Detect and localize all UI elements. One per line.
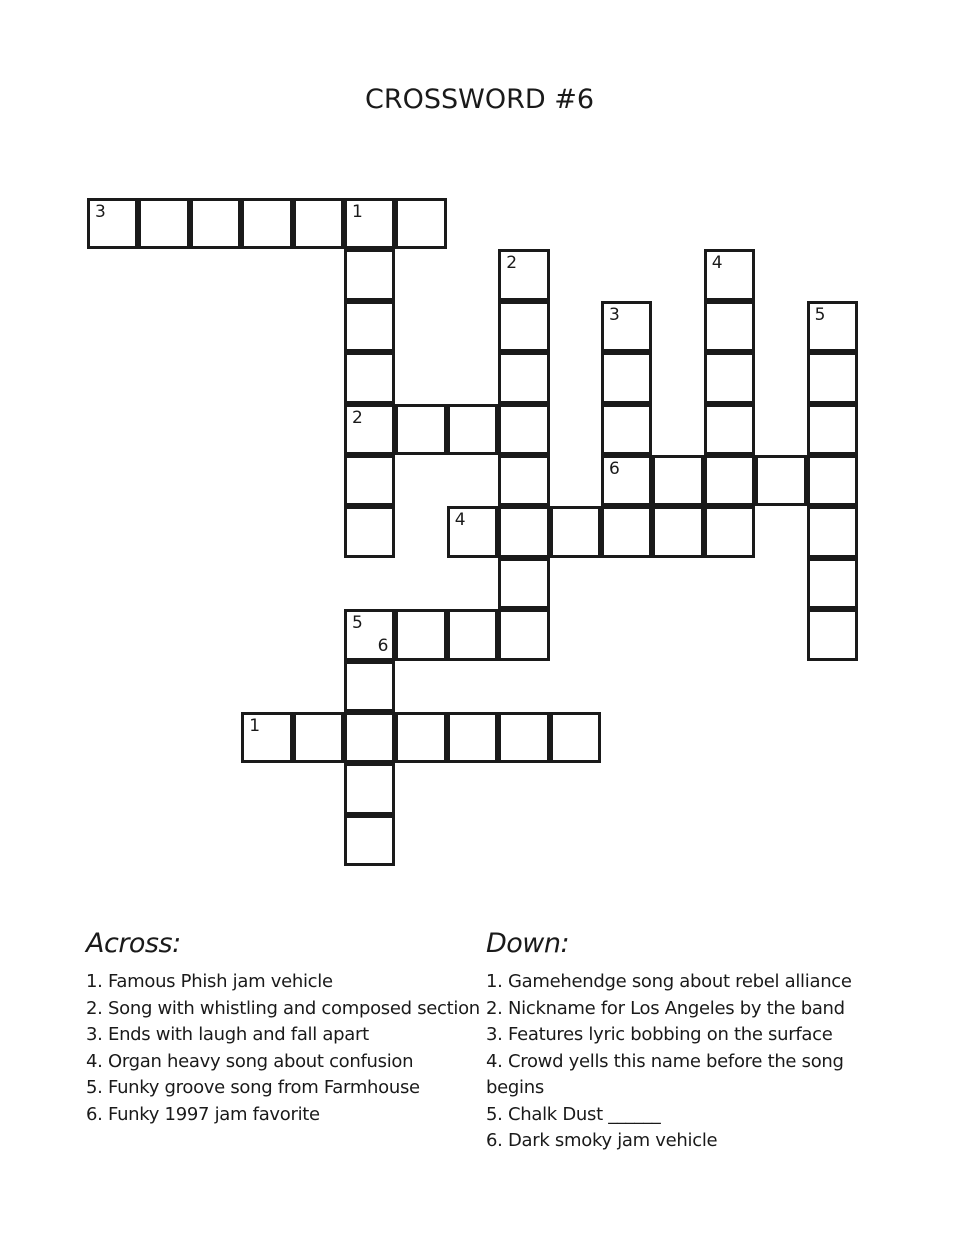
grid-cell[interactable] [395, 404, 446, 455]
grid-cell[interactable] [87, 198, 138, 249]
grid-cell[interactable] [704, 249, 755, 300]
grid-cell[interactable] [241, 712, 292, 763]
grid-cell[interactable] [293, 198, 344, 249]
grid-cell[interactable] [498, 301, 549, 352]
across-clue: 6. Funky 1997 jam favorite [86, 1103, 320, 1125]
grid-cell[interactable] [344, 301, 395, 352]
grid-cell[interactable] [498, 404, 549, 455]
clue-number: 1 [249, 716, 261, 736]
across-heading: Across: [86, 928, 181, 959]
grid-cell[interactable] [498, 558, 549, 609]
down-clue: 1. Gamehendge song about rebel alliance [486, 971, 852, 992]
grid-cell[interactable] [190, 198, 241, 249]
down-clues [486, 928, 866, 1155]
down-clue: 4. Crowd yells this name before the song begins [486, 1050, 844, 1098]
grid-cell[interactable] [344, 815, 395, 866]
grid-cell[interactable] [241, 198, 292, 249]
down-clue: 5. Chalk Dust ______ [486, 1103, 661, 1125]
grid-cell[interactable] [550, 712, 601, 763]
grid-cell[interactable] [550, 506, 601, 557]
grid-cell[interactable] [344, 404, 395, 455]
grid-cell[interactable] [807, 506, 858, 557]
grid-cell[interactable] [704, 301, 755, 352]
grid-cell[interactable] [704, 352, 755, 403]
grid-cell[interactable] [395, 198, 446, 249]
grid-cell[interactable] [344, 763, 395, 814]
grid-cell[interactable] [498, 352, 549, 403]
grid-cell[interactable] [344, 352, 395, 403]
grid-cell[interactable] [704, 404, 755, 455]
grid-cell[interactable] [704, 455, 755, 506]
clue-number: 4 [454, 510, 466, 531]
grid-cell[interactable] [447, 609, 498, 660]
grid-cell[interactable] [652, 455, 703, 506]
grid-cell[interactable] [807, 352, 858, 403]
clue-number: 6 [609, 459, 620, 479]
clue-number: 5 [352, 613, 363, 634]
clue-number: 5 [814, 304, 826, 325]
clue-number: 1 [352, 202, 363, 222]
across-clue: 1. Famous Phish jam vehicle [86, 971, 333, 992]
down-clue: 6. Dark smoky jam vehicle [486, 1130, 718, 1151]
grid-cell[interactable] [807, 609, 858, 660]
across-clues [86, 928, 486, 1128]
grid-cell[interactable] [807, 301, 858, 352]
clue-number: 3 [95, 202, 106, 222]
clue-number: 2 [352, 407, 363, 428]
grid-cell[interactable] [807, 455, 858, 506]
down-clue: 3. Features lyric bobbing on the surface [486, 1024, 833, 1045]
grid-cell[interactable] [704, 506, 755, 557]
grid-cell[interactable] [138, 198, 189, 249]
grid-cell[interactable] [498, 609, 549, 660]
grid-cell[interactable] [601, 455, 652, 506]
clue-number: 4 [711, 253, 723, 274]
grid-cell[interactable] [447, 506, 498, 557]
grid-cell[interactable] [395, 712, 446, 763]
grid-cell[interactable] [807, 558, 858, 609]
grid-cell[interactable] [344, 661, 395, 712]
grid-cell[interactable] [447, 404, 498, 455]
grid-cell[interactable] [498, 455, 549, 506]
grid-cell[interactable] [344, 506, 395, 557]
grid-cell[interactable] [498, 506, 549, 557]
grid-cell[interactable] [498, 249, 549, 300]
clue-number: 2 [506, 253, 518, 274]
across-clue: 5. Funky groove song from Farmhouse [86, 1077, 420, 1098]
grid-cell[interactable] [395, 609, 446, 660]
across-clue: 4. Organ heavy song about confusion [86, 1050, 414, 1072]
grid-cell[interactable] [601, 404, 652, 455]
down-heading: Down: [486, 928, 570, 959]
grid-cell[interactable] [447, 712, 498, 763]
across-clue: 2. Song with whistling and composed section [86, 997, 480, 1019]
across-clue: 3. Ends with laugh and fall apart [86, 1024, 369, 1045]
grid-cell[interactable] [652, 506, 703, 557]
clue-number: 3 [609, 304, 620, 325]
grid-cell[interactable] [807, 404, 858, 455]
grid-cell[interactable] [601, 301, 652, 352]
grid-cell[interactable] [344, 455, 395, 506]
clue-number: 6 [377, 635, 389, 656]
grid-cell[interactable] [344, 609, 395, 660]
grid-cell[interactable] [601, 352, 652, 403]
page-title: CROSSWORD #6 [364, 84, 595, 115]
grid-cell[interactable] [755, 455, 806, 506]
grid-cell[interactable] [344, 712, 395, 763]
grid-cell[interactable] [344, 198, 395, 249]
grid-cell[interactable] [344, 249, 395, 300]
grid-cell[interactable] [293, 712, 344, 763]
grid-cell[interactable] [601, 506, 652, 557]
down-clue: 2. Nickname for Los Angeles by the band [486, 997, 845, 1019]
grid-cell[interactable] [498, 712, 549, 763]
